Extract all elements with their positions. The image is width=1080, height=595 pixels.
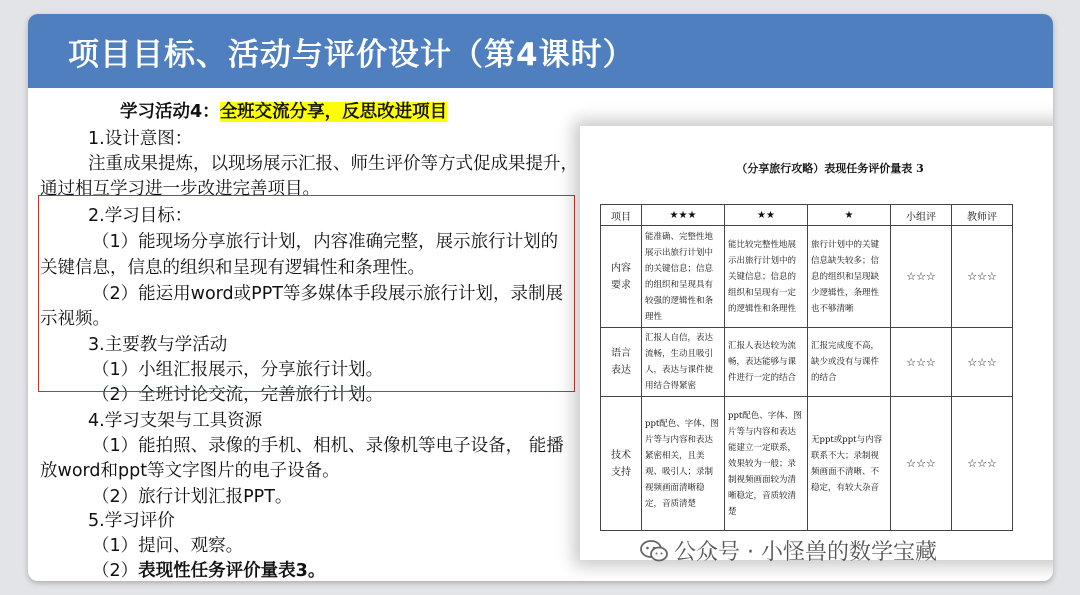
header-group-eval: 小组评 bbox=[891, 205, 952, 226]
text-line: （1）提问、观察。 bbox=[92, 536, 244, 556]
cell-teacher-rating: ☆☆☆ bbox=[952, 226, 1013, 328]
cell-group-rating: ☆☆☆ bbox=[891, 226, 952, 328]
cell-three-stars: 能准确、完整性地展示出旅行计划中的关键信息；信息的组织和呈现具有较强的逻辑性和条理性 bbox=[642, 226, 725, 328]
title-bar bbox=[28, 14, 1053, 88]
text-line: 5.学习评价 bbox=[88, 511, 175, 531]
activity-highlight: 全班交流分享，反思改进项目 bbox=[219, 102, 448, 122]
text-line: 放word和ppt等文字图片的电子设备。 bbox=[40, 461, 340, 481]
slide bbox=[28, 14, 1053, 581]
row-label: 语言 表达 bbox=[601, 328, 642, 397]
text-line-last bbox=[92, 559, 325, 581]
text-line: （1）小组汇报展示，分享旅行计划。 bbox=[92, 360, 384, 380]
activity-prefix: 学习活动4： bbox=[120, 102, 220, 122]
header-one-star: ★ bbox=[808, 205, 891, 226]
text-line: 1.设计意图： bbox=[88, 129, 193, 149]
row-label: 内容 要求 bbox=[601, 226, 642, 328]
activity-heading bbox=[120, 100, 447, 124]
text-line: （2）能运用word或PPT等多媒体手段展示旅行计划，录制展 bbox=[92, 284, 563, 304]
cell-two-stars: 能比较完整性地展示出旅行计划中的关键信息；信息的组织和呈现有一定的逻辑性和条理性 bbox=[725, 226, 808, 328]
row-label: 技术 支持 bbox=[601, 397, 642, 531]
text-line: 3.主要教与学活动 bbox=[88, 335, 228, 355]
text-line: （1）能现场分享旅行计划，内容准确完整，展示旅行计划的 bbox=[92, 232, 559, 252]
text-line: 通过相互学习进一步改进完善项目。 bbox=[40, 179, 320, 199]
table-row bbox=[601, 328, 1013, 397]
cell-one-star: 汇报完成度不高，缺少或没有与课件的结合 bbox=[808, 328, 891, 397]
cell-three-stars: 汇报人自信，表达流畅，生动且吸引人，表达与课件使用结合得紧密 bbox=[642, 328, 725, 397]
cell-group-rating: ☆☆☆ bbox=[891, 397, 952, 531]
page-title: 项目目标、活动与评价设计（第4课时） bbox=[68, 37, 635, 73]
last-line-bold: 表现性任务评价量表3。 bbox=[138, 561, 326, 581]
cell-three-stars: ppt配色、字体、图片等与内容和表达紧密相关，且美观、吸引人；录制视频画面清晰稳定，音质清楚 bbox=[642, 397, 725, 531]
text-line: 2.学习目标： bbox=[88, 206, 193, 226]
table-header-row bbox=[601, 205, 1013, 226]
cell-teacher-rating: ☆☆☆ bbox=[952, 328, 1013, 397]
text-line: 注重成果提炼，以现场展示汇报、师生评价等方式促成果提升， bbox=[88, 154, 578, 174]
table-title: （分享旅行攻略）表现任务评价量表 3 bbox=[736, 162, 924, 175]
header-two-stars: ★★ bbox=[725, 205, 808, 226]
header-three-stars: ★★★ bbox=[642, 205, 725, 226]
cell-two-stars: ppt配色、字体、图片等与内容和表达能建立一定联系，效果较为一般；录制视频画面较为清晰稳定，音质较清楚 bbox=[725, 397, 808, 531]
cell-teacher-rating: ☆☆☆ bbox=[952, 397, 1013, 531]
cell-two-stars: 汇报人表达较为流畅，表达能够与课件进行一定的结合 bbox=[725, 328, 808, 397]
cell-group-rating: ☆☆☆ bbox=[891, 328, 952, 397]
text-line: （1）能拍照、录像的手机、相机、录像机等电子设备， 能播 bbox=[92, 436, 564, 456]
text-line: 关键信息，信息的组织和呈现有逻辑性和条理性。 bbox=[40, 258, 425, 278]
wechat-icon bbox=[640, 540, 668, 562]
table-row bbox=[601, 397, 1013, 531]
last-line-prefix: （2） bbox=[92, 561, 139, 581]
watermark bbox=[640, 535, 937, 566]
cell-one-star: 无ppt或ppt与内容联系不大；录制视频画面不清晰、不稳定，有较大杂音 bbox=[808, 397, 891, 531]
text-line: （2）旅行计划汇报PPT。 bbox=[92, 487, 293, 507]
text-line: 示视频。 bbox=[40, 309, 110, 329]
evaluation-table bbox=[600, 204, 1013, 531]
text-line: （2）全班讨论交流，完善旅行计划。 bbox=[92, 385, 384, 405]
header-item: 项目 bbox=[601, 205, 642, 226]
table-row bbox=[601, 226, 1013, 328]
highlight-box bbox=[38, 195, 575, 392]
watermark-text: 公众号 · 小怪兽的数学宝藏 bbox=[674, 540, 937, 565]
evaluation-table-card bbox=[580, 126, 1053, 560]
text-line: 4.学习支架与工具资源 bbox=[88, 411, 263, 431]
cell-one-star: 旅行计划中的关键信息缺失较多；信息的组织和呈现缺少逻辑性，条理性也不够清晰 bbox=[808, 226, 891, 328]
header-teacher-eval: 教师评 bbox=[952, 205, 1013, 226]
